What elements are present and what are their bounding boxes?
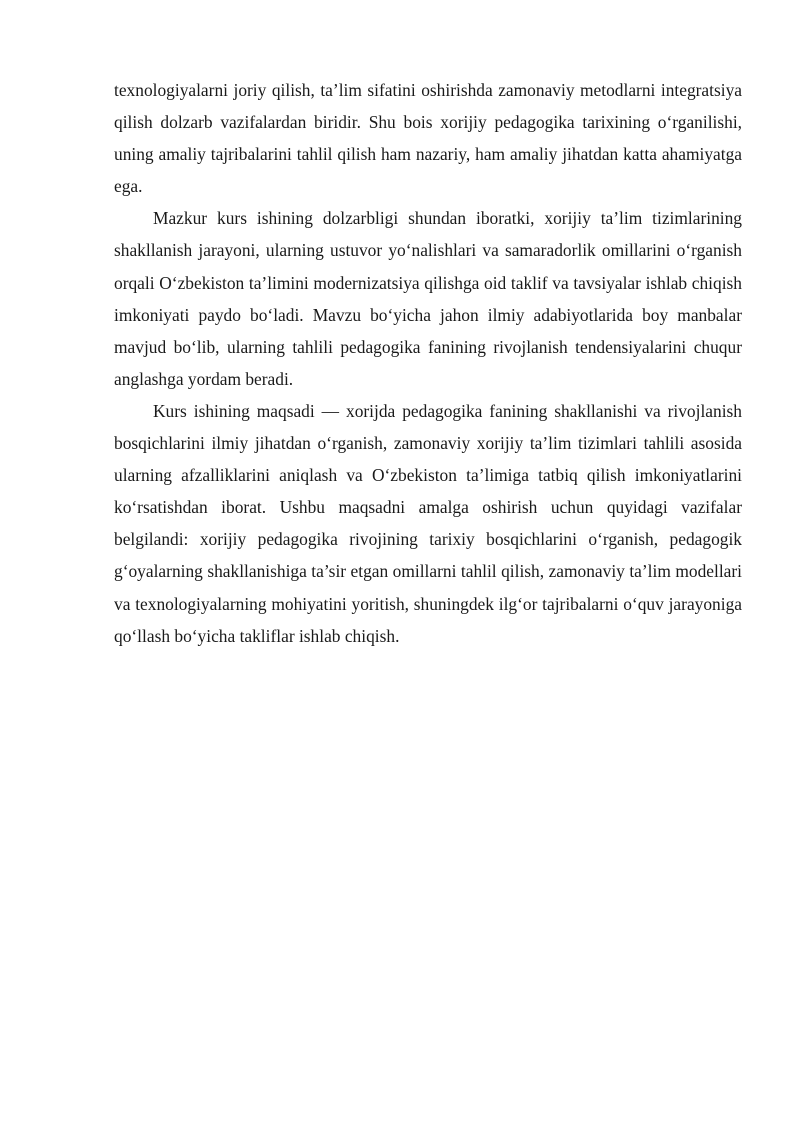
- paragraph-relevance: Mazkur kurs ishining dolzarbligi shundan iboratki, xorijiy ta’lim tizimlarining shakllanish jarayoni, ularning ustuvor yo‘nalishlari va samaradorlik omillarini o‘rganish orqali O‘zbekiston ta’limini modernizatsiya qilishga oid taklif va tavsiyalar ishlab chiqish imkoniyati paydo bo‘ladi. Mavzu bo‘yicha jahon ilmiy adabiyotlarida boy manbalar mavjud bo‘lib, ularning tahlili pedagogika fanining rivojlanish tendensiyalarini chuqur anglashga yordam beradi.: [114, 208, 742, 389]
- paragraph-aim: Kurs ishining maqsadi — xorijda pedagogika fanining shakllanishi va rivojlanish bosqichlarini ilmiy jihatdan o‘rganish, zamonaviy xorijiy ta’lim tizimlari tahlili asosida ularning afzalliklarini aniqlash va O‘zbekiston ta’limiga tatbiq qilish imkoniyatlarini ko‘rsatishdan iborat. Ushbu maqsadni amalga oshirish uchun quyidagi vazifalar belgilandi: xorijiy pedagogika rivojining tarixiy bosqichlarini o‘rganish, pedagogik g‘oyalarning shakllanishiga ta’sir etgan omillarni tahlil qilish, zamonaviy ta’lim modellari va texnologiyalarning mohiyatini yoritish, shuningdek ilg‘or tajribalarni o‘quv jarayoniga qo‘llash bo‘yicha takliflar ishlab chiqish.: [114, 400, 742, 646]
- document-body: [114, 74, 742, 652]
- paragraph-continuation: texnologiyalarni joriy qilish, ta’lim sifatini oshirishda zamonaviy metodlarni integratsiya qilish dolzarb vazifalardan biridir. Shu bois xorijiy pedagogika tarixining o‘rganilishi, uning amaliy tajribalarini tahlil qilish ham nazariy, ham amaliy jihatdan katta ahamiyatga ega.: [114, 80, 742, 197]
